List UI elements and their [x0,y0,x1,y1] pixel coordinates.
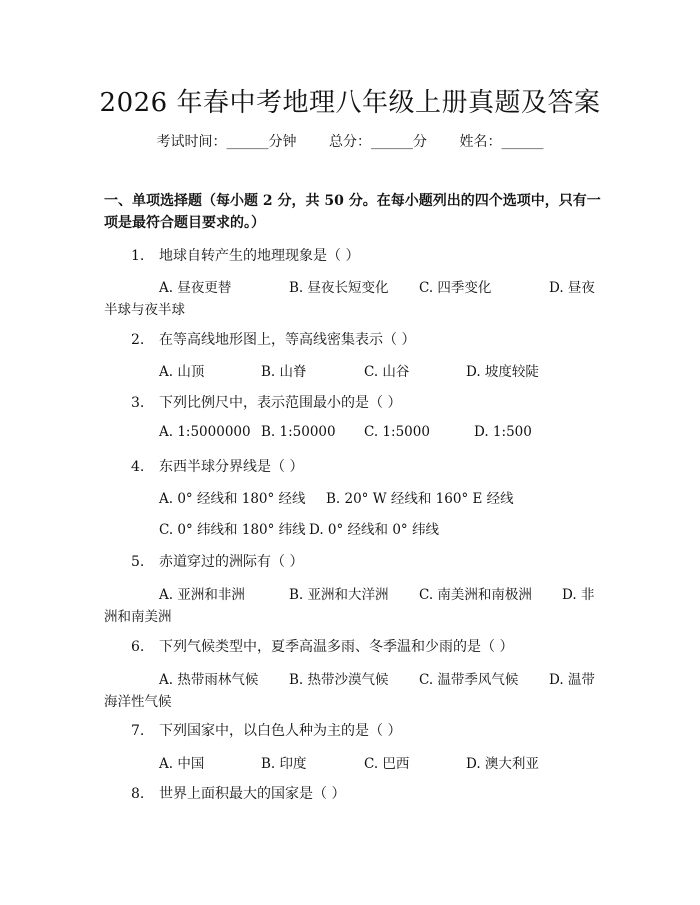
question-text: 下列国家中，以白色人种为主的是（ ） [159,723,402,739]
option-a: A. 0° 经线和 180° 经线 [159,491,306,507]
question-number: 1. [131,248,145,264]
option-d: D. 1:500 [474,424,532,440]
option-d: D. 坡度较陡 [466,364,539,380]
section-heading: 一、单项选择题（每小题 2 分，共 50 分。在每小题列出的四个选项中，只有一项是最符合题目要求的。） [104,193,601,231]
option-a: A. 山顶 [159,364,205,380]
question-6 [131,636,513,656]
question-number: 5. [131,554,145,570]
name-field: 姓名：______ [459,134,544,150]
question-text: 下列气候类型中，夏季高温多雨、冬季温和少雨的是（ ） [159,639,514,655]
question-text: 下列比例尺中，表示范围最小的是（ ） [159,395,402,411]
option-c: C. 山谷 [364,364,410,380]
option-b: B. 昼夜长短变化 [289,280,389,296]
question-number: 4. [131,459,145,475]
question-5 [131,551,303,571]
question-1 [131,245,359,265]
option-c: C. 温带季风气候 [419,672,519,688]
option-a: A. 1:5000000 [159,424,251,440]
option-a: A. 亚洲和非洲 [159,587,245,603]
option-c: C. 1:5000 [364,424,430,440]
question-text: 世界上面积最大的国家是（ ） [159,786,346,802]
option-b: B. 20° W 经线和 160° E 经线 [326,491,514,507]
question-3 [131,392,401,412]
exam-time-field: 考试时间：______分钟 [156,134,297,150]
question-2 [131,329,415,349]
option-b: B. 亚洲和大洋洲 [289,587,389,603]
option-d-continuation: 半球与夜半球 [104,302,185,318]
option-c: C. 0° 纬线和 180° 纬线 [159,522,306,538]
question-4 [131,456,303,476]
option-a: A. 昼夜更替 [159,280,232,296]
question-text: 地球自转产生的地理现象是（ ） [159,248,360,264]
option-a: A. 中国 [159,756,205,772]
option-d-continuation: 洲和南美洲 [104,609,172,625]
option-b: B. 热带沙漠气候 [289,672,389,688]
question-number: 2. [131,332,145,348]
question-text: 在等高线地形图上，等高线密集表示（ ） [159,332,416,348]
option-d: D. 昼夜 [549,280,595,296]
exam-meta [0,131,700,151]
question-text: 东西半球分界线是（ ） [159,459,304,475]
question-number: 3. [131,395,145,411]
option-d: D. 0° 经线和 0° 纬线 [309,522,439,538]
page-title: 2026 年春中考地理八年级上册真题及答案 [99,88,601,118]
total-score-field: 总分：______分 [329,134,427,150]
option-b: B. 1:50000 [261,424,336,440]
option-d: D. 非 [562,587,595,603]
question-number: 6. [131,639,145,655]
option-c: C. 四季变化 [419,280,492,296]
question-8 [131,783,345,803]
question-text: 赤道穿过的洲际有（ ） [159,554,304,570]
option-c: C. 巴西 [364,756,410,772]
question-7 [131,720,401,740]
option-d: D. 澳大利亚 [466,756,539,772]
question-number: 7. [131,723,145,739]
option-c: C. 南美洲和南极洲 [419,587,532,603]
option-d-continuation: 海洋性气候 [104,694,172,710]
option-a: A. 热带雨林气候 [159,672,259,688]
option-b: B. 山脊 [261,364,307,380]
question-number: 8. [131,786,145,802]
option-b: B. 印度 [261,756,307,772]
option-d: D. 温带 [549,672,595,688]
